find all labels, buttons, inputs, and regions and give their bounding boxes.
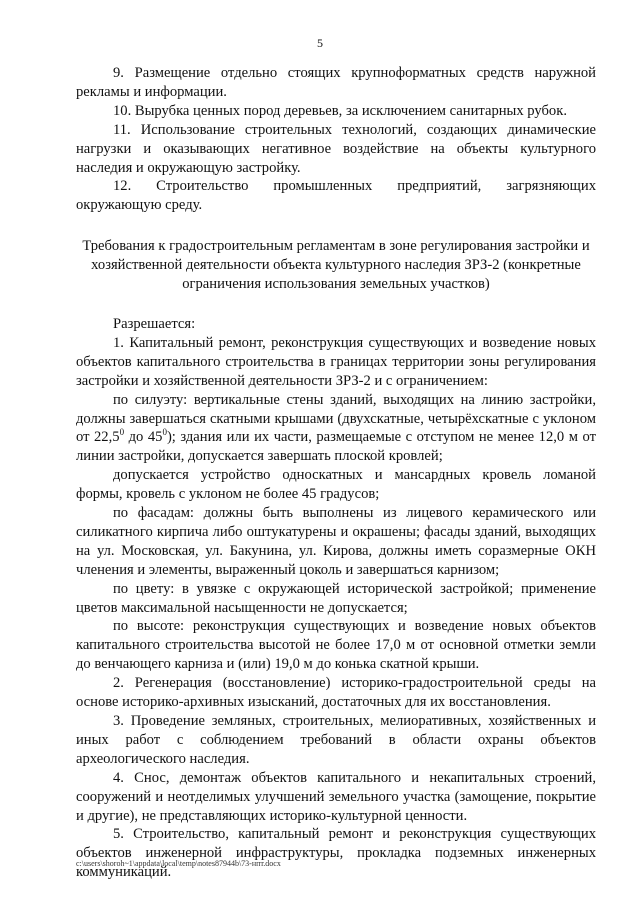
degree-superscript: 0 [119,427,125,438]
paragraph-item-1: 1. Капитальный ремонт, реконструкция существующих и возведение новых объектов капитального строительства в границах территории зоны регулирования застройки и хозяйственной деятельности ЗРЗ-2 и с ограничением: [76,334,596,389]
paragraph-roofs: допускается устройство односкатных и мансардных кровель ломаной формы, кровель с уклоном не более 45 градусов; [76,467,596,503]
degree-superscript: 0 [162,427,167,438]
paragraph-silhouette [76,391,596,467]
paragraph-item-9: 9. Размещение отдельно стоящих крупноформатных средств наружной рекламы и информации. [76,65,596,100]
paragraph-item-2: 2. Регенерация (восстановление) историко-градостроительной среды на основе историко-архивных изысканий, достаточных для их восстановления. [76,675,596,711]
page-number: 5 [317,36,323,50]
paragraph-facades: по фасадам: должны быть выполнены из лицевого керамического или силикатного кирпича либо оштукатурены и окрашены; фасады зданий, выходящих на ул. Московская, ул. Бакунина, ул. Кирова, должны иметь соразмерные ОКН членения и элементы, выраженный цоколь и завершаться карнизом; [76,505,596,578]
paragraph-item-10: 10. Вырубка ценных пород деревьев, за исключением санитарных рубок. [113,102,567,119]
paragraph-item-3: 3. Проведение земляных, строительных, мелиоративных, хозяйственных и иных работ с соблюдением требований в области охраны объектов археологического наследия. [76,713,596,767]
paragraph-height: по высоте: реконструкция существующих и возведение новых объектов капитального строительства высотой не более 17,0 м от основной отметки земли до венчающего карниза и (или) 19,0 м до конька скатной крыши. [76,618,596,673]
paragraph-item-5: 5. Строительство, капитальный ремонт и реконструкция существующих объектов инженерной инфраструктуры, прокладка подземных инженерных коммуникаций. [76,826,596,881]
paragraph-color: по цвету: в увязке с окружающей исторической застройкой; применение цветов максимальной насыщенности не допускается; [76,580,596,616]
silhouette-text-2: до 45 [124,429,163,446]
paragraph-item-12: 12. Строительство промышленных предприятий, загрязняющих окружающую среду. [76,178,596,214]
silhouette-text-1: по силуэту: вертикальные стены зданий, выходящих на линию застройки, должны завершаться скатными крышами (двухскатные, четырёхскатные с уклоном от 22,5 [76,391,596,446]
allowed-label: Разрешается: [113,315,196,332]
document-body [76,64,596,882]
footer-file-path: c:\users\shoroh~1\appdata\local\temp\notes87944b\73-нпт.docx [76,859,281,868]
paragraph-item-11: 11. Использование строительных технологий, создающих динамические нагрузки и оказывающих негативное воздействие на объекты культурного наследия и окружающую застройку. [76,121,596,176]
paragraph-item-4: 4. Снос, демонтаж объектов капитального и некапитальных строений, сооружений и неотделимых улучшений земельного участка (замощение, покрытие и другие), не представляющих историко-культурной ценности. [76,769,596,824]
section-heading: Требования к градостроительным регламентам в зоне регулирования застройки и хозяйственной деятельности объекта культурного наследия ЗРЗ-2 (конкретные ограничения использования земельных участков) [82,238,590,293]
silhouette-text-3: ); здания или их части, размещаемые с отступом не менее 12,0 м от линии застройки, допускается завершать плоской кровлей; [76,429,596,465]
